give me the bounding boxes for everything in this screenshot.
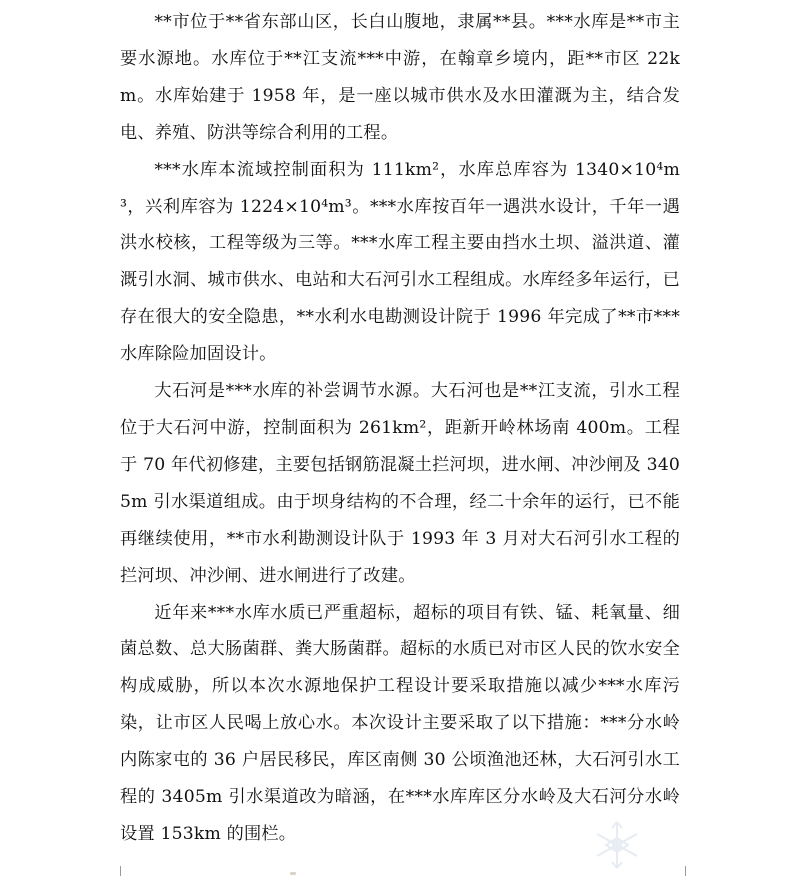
- paragraph-1: **市位于**省东部山区，长白山腹地，隶属**县。***水库是**市主要水源地。水库位于**江支流***中游，在翰章乡境内，距**市区 22km。水库始建于 1958 年，是一座以城市供水及水田灌溉为主，结合发电、养殖、防洪等综合利用的工程。: [120, 12, 680, 143]
- paragraph-4: 近年来***水库水质已严重超标，超标的项目有铁、锰、耗氧量、细菌总数、总大肠菌群、粪大肠菌群。超标的水质已对市区人民的饮水安全构成威胁，所以本次水源地保护工程设计要采取措施以减少***水库污染，让市区人民喝上放心水。本次设计主要采取了以下措施：***分水岭内陈家屯的 36 户居民移民，库区南侧 30 公顷渔池还林，大石河引水工程的 3405m 引水渠道改为暗涵，在***水库库区分水岭及大石河分水岭设置 153km 的围栏。: [120, 602, 680, 844]
- watermark-snowflake-icon: [592, 820, 642, 870]
- left-margin-mark: [120, 866, 131, 876]
- paragraph-2: ***水库本流域控制面积为 111km²，水库总库容为 1340×10⁴m³，兴利库容为 1224×10⁴m³。***水库按百年一遇洪水设计，千年一遇洪水校核，工程等级为三等。***水库工程主要由挡水土坝、溢洪道、灌溉引水洞、城市供水、电站和大石河引水工程组成。水库经多年运行，已存在很大的安全隐患，**水利水电勘测设计院于 1996 年完成了**市***水库除险加固设计。: [120, 159, 680, 365]
- paragraph-3: 大石河是***水库的补尝调节水源。大石河也是**江支流，引水工程位于大石河中游，控制面积为 261km²，距新开岭林场南 400m。工程于 70 年代初修建，主要包括钢筋混凝土拦河坝，进水闸、冲沙闸及 3405m 引水渠道组成。由于坝身结构的不合理，经二十余年的运行，已不能再继续使用，**市水利勘测设计队于 1993 年 3 月对大石河引水工程的拦河坝、冲沙闸、进水闸进行了改建。: [120, 381, 680, 586]
- bottom-decoration: [290, 872, 296, 875]
- document-body: [120, 4, 680, 853]
- right-margin-mark: [675, 866, 686, 876]
